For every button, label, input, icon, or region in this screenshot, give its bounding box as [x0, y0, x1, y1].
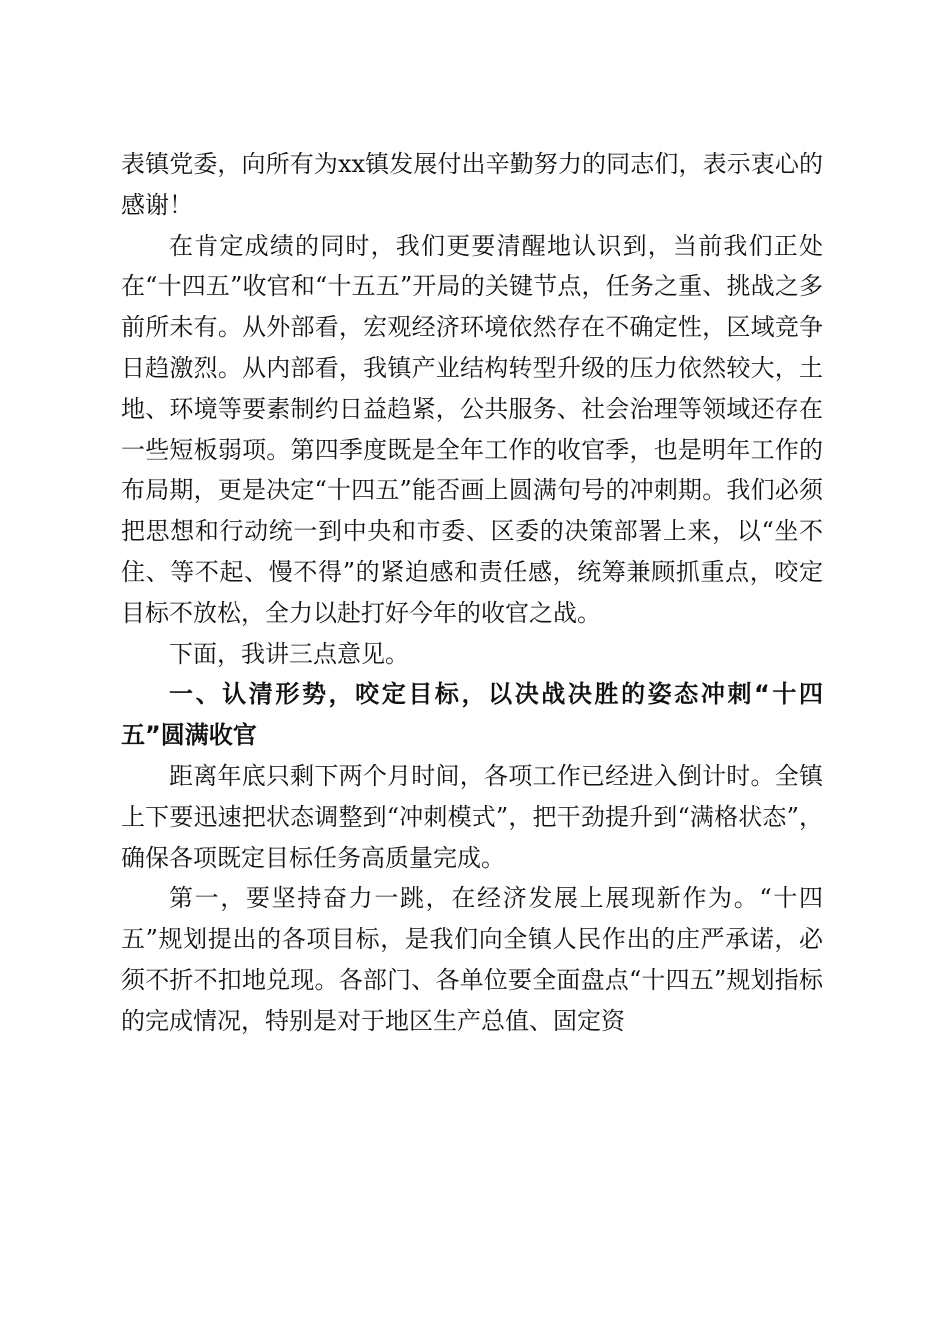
paragraph-current-situation: 在肯定成绩的同时，我们更要清醒地认识到，当前我们正处在“十四五”收官和“十五五”开局的关键节点，任务之重、挑战之多前所未有。从外部看，宏观经济环境依然存在不确定性，区域竞争日趋激烈。从内部看，我镇产业结构转型升级的压力依然较大，土地、环境等要素制约日益趋紧，公共服务、社会治理等领域还存在一些短板弱项。第四季度既是全年工作的收官季，也是明年工作的布局期，更是决定“十四五”能否画上圆满句号的冲刺期。我们必须把思想和行动统一到中央和市委、区委的决策部署上来，以“坐不住、等不起、慢不得”的紧迫感和责任感，统筹兼顾抓重点，咬定目标不放松，全力以赴打好今年的收官之战。	[121, 231, 823, 627]
paragraph-continuation: 表镇党委，向所有为xx镇发展付出辛勤努力的同志们，表示衷心的感谢！	[121, 150, 823, 219]
paragraph-countdown: 距离年底只剩下两个月时间，各项工作已经进入倒计时。全镇上下要迅速把状态调整到“冲刺模式”，把干劲提升到“满格状态”，确保各项既定目标任务高质量完成。	[121, 761, 823, 872]
section-heading-1: 一、认清形势，咬定目标，以决战决胜的姿态冲刺“十四五”圆满收官	[121, 680, 823, 750]
document-body	[121, 144, 823, 1042]
paragraph-intro-three-points: 下面，我讲三点意见。	[169, 639, 409, 668]
paragraph-point-one: 第一，要坚持奋力一跳，在经济发展上展现新作为。“十四五”规划提出的各项目标，是我们向全镇人民作出的庄严承诺，必须不折不扣地兑现。各部门、各单位要全面盘点“十四五”规划指标的完成情况，特别是对于地区生产总值、固定资	[121, 884, 823, 1035]
